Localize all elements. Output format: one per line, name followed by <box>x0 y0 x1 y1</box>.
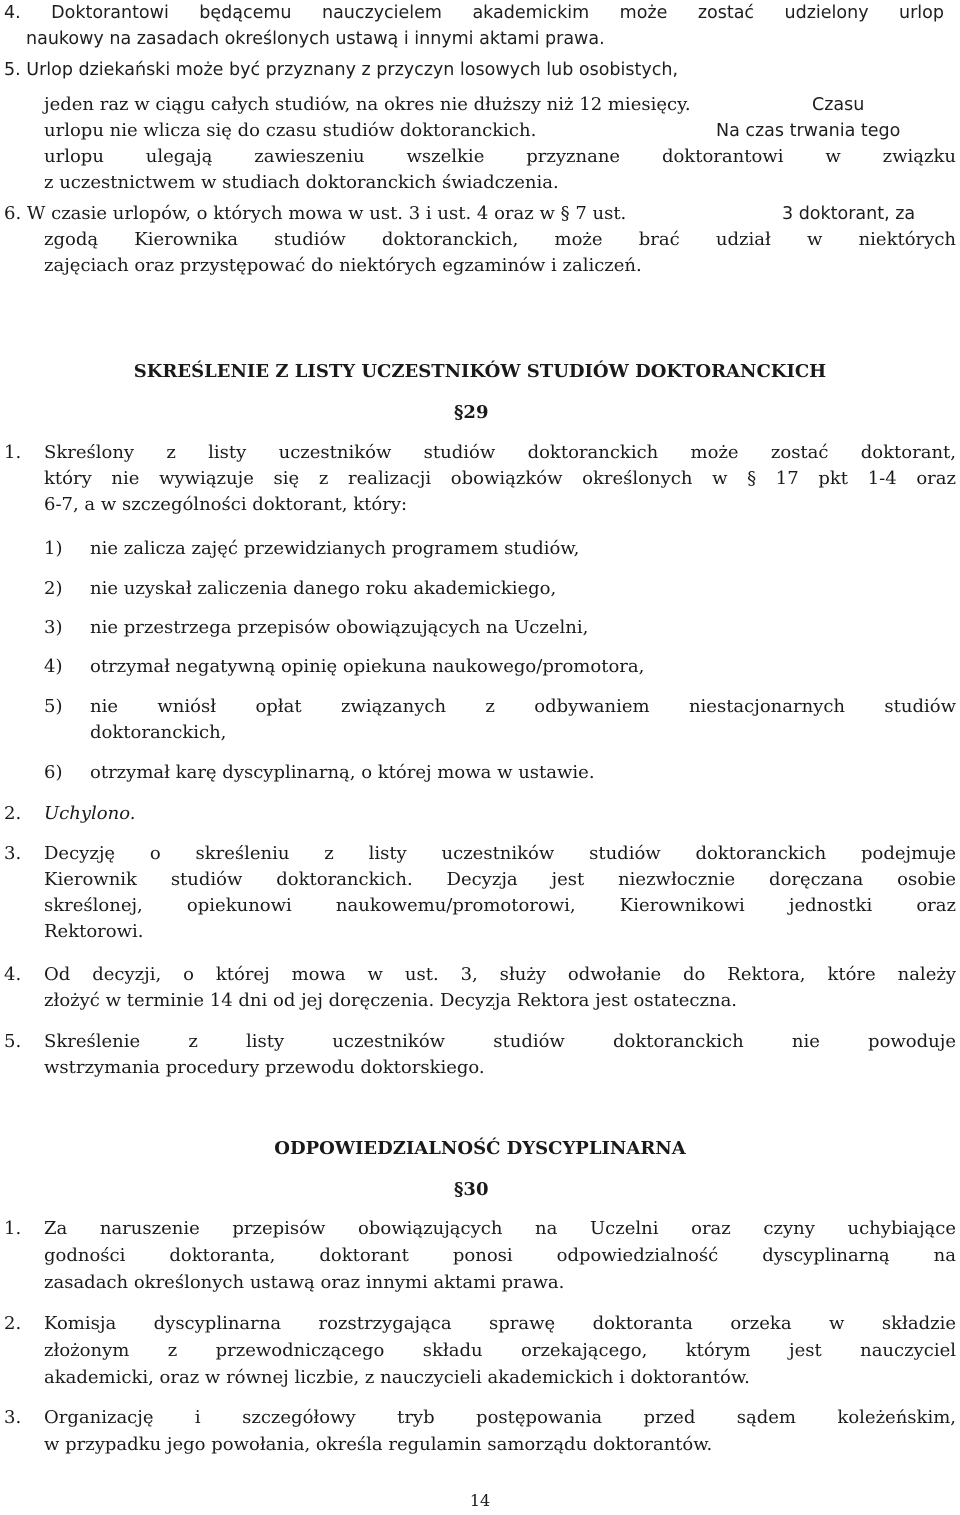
s30-p3-line-2: w przypadku jego powołania, określa regulamin samorządu doktorantów. <box>44 1434 713 1455</box>
s29-list-item-3: nie przestrzega przepisów obowiązujących na Uczelni, <box>90 617 589 638</box>
s29-p1-line-1: Skreślony z listy uczestników studiów doktoranckich może zostać doktorant, <box>44 442 956 463</box>
s30-p1-line-3: zasadach określonych ustawą oraz innymi aktami prawa. <box>44 1272 565 1293</box>
s29-p3-line-1: Decyzję o skreśleniu z listy uczestników studiów doktoranckich podejmuje <box>44 843 956 864</box>
s29-list-num-5: 5) <box>44 696 63 717</box>
item-5-line-1: 5. Urlop dziekański może być przyznany z przyczyn losowych lub osobistych, <box>4 60 679 80</box>
s30-p2-line-1: Komisja dyscyplinarna rozstrzygająca sprawę doktoranta orzeka w składzie <box>44 1313 956 1334</box>
item-5-line-2: jeden raz w ciągu całych studiów, na okres nie dłuższy niż 12 miesięcy. <box>44 94 691 115</box>
s29-list-num-4: 4) <box>44 656 63 677</box>
item-6-line-3: zajęciach oraz przystępować do niektórych egzaminów i zaliczeń. <box>44 255 642 276</box>
s29-p1-num: 1. <box>4 442 22 463</box>
s29-list-num-2: 2) <box>44 578 63 599</box>
item-6-tail: 3 doktorant, za <box>782 204 916 224</box>
item-4-line-2: naukowy na zasadach określonych ustawą i innymi aktami prawa. <box>26 29 605 49</box>
section-29-paragraph-mark: §29 <box>454 402 489 423</box>
s30-p1-line-1: Za naruszenie przepisów obowiązujących na Uczelni oraz czyny uchybiające <box>44 1218 956 1239</box>
page-number: 14 <box>469 1491 491 1510</box>
s29-p4-line-2: złożyć w terminie 14 dni od jej doręczenia. Decyzja Rektora jest ostateczna. <box>44 990 738 1011</box>
s29-list-item-1: nie zalicza zajęć przewidzianych programem studiów, <box>90 538 580 559</box>
item-5-line-5: z uczestnictwem w studiach doktoranckich świadczenia. <box>44 172 559 193</box>
item-5-line-3: urlopu nie wlicza się do czasu studiów doktoranckich. <box>44 120 537 141</box>
s29-p2-text: Uchylono. <box>44 803 136 824</box>
s29-list-item-4: otrzymał negatywną opinię opiekuna naukowego/promotora, <box>90 656 645 677</box>
item-5-line-4: urlopu ulegają zawieszeniu wszelkie przyznane doktorantowi w związku <box>44 146 956 167</box>
s30-p2-num: 2. <box>4 1313 22 1334</box>
s30-p3-num: 3. <box>4 1407 22 1428</box>
item-6-line-1: 6. W czasie urlopów, o których mowa w ust. 3 i ust. 4 oraz w § 7 ust. <box>4 203 627 224</box>
s29-p5-num: 5. <box>4 1031 22 1052</box>
s29-list-item-5: nie wniósł opłat związanych z odbywaniem niestacjonarnych studiów <box>90 696 956 717</box>
s29-list-item-2: nie uzyskał zaliczenia danego roku akademickiego, <box>90 578 557 599</box>
section-30-paragraph-mark: §30 <box>454 1179 489 1200</box>
section-30-heading: ODPOWIEDZIALNOŚĆ DYSCYPLINARNA <box>274 1138 686 1159</box>
s29-p5-line-1: Skreślenie z listy uczestników studiów doktoranckich nie powoduje <box>44 1031 956 1052</box>
s29-p3-line-4: Rektorowi. <box>44 921 144 942</box>
s29-list-item-6: otrzymał karę dyscyplinarną, o której mowa w ustawie. <box>90 762 595 783</box>
s29-list-num-6: 6) <box>44 762 63 783</box>
s30-p1-num: 1. <box>4 1218 22 1239</box>
s30-p2-line-3: akademicki, oraz w równej liczbie, z nauczycieli akademickich i doktorantów. <box>44 1367 750 1388</box>
section-29-heading: SKREŚLENIE Z LISTY UCZESTNIKÓW STUDIÓW DOKTORANCKICH <box>133 361 827 382</box>
s29-p4-line-1: Od decyzji, o której mowa w ust. 3, służy odwołanie do Rektora, które należy <box>44 964 956 985</box>
item-4-line-1: 4. Doktorantowi będącemu nauczycielem akademickim może zostać udzielony urlop <box>4 3 944 23</box>
s29-p1-line-2: który nie wywiązuje się z realizacji obowiązków określonych w § 17 pkt 1-4 oraz <box>44 468 956 489</box>
item-5-czasu: Czasu <box>812 95 865 115</box>
s29-list-num-3: 3) <box>44 617 63 638</box>
s29-p2-num: 2. <box>4 803 22 824</box>
s29-p3-line-3: skreślonej, opiekunowi naukowemu/promotorowi, Kierownikowi jednostki oraz <box>44 895 956 916</box>
s29-list-item-5-cont: doktoranckich, <box>90 722 227 743</box>
s29-p4-num: 4. <box>4 964 22 985</box>
item-6-line-2: zgodą Kierownika studiów doktoranckich, może brać udział w niektórych <box>44 229 956 250</box>
s29-p1-line-3: 6-7, a w szczególności doktorant, który: <box>44 494 408 515</box>
s30-p2-line-2: złożonym z przewodniczącego składu orzekającego, którym jest nauczyciel <box>44 1340 956 1361</box>
s30-p3-line-1: Organizację i szczegółowy tryb postępowania przed sądem koleżeńskim, <box>44 1407 956 1428</box>
item-5-na-czas: Na czas trwania tego <box>716 121 901 141</box>
s29-p3-line-2: Kierownik studiów doktoranckich. Decyzja jest niezwłocznie doręczana osobie <box>44 869 956 890</box>
s29-p5-line-2: wstrzymania procedury przewodu doktorskiego. <box>44 1057 485 1078</box>
s30-p1-line-2: godności doktoranta, doktorant ponosi odpowiedzialność dyscyplinarną na <box>44 1245 956 1266</box>
s29-list-num-1: 1) <box>44 538 63 559</box>
s29-p3-num: 3. <box>4 843 22 864</box>
